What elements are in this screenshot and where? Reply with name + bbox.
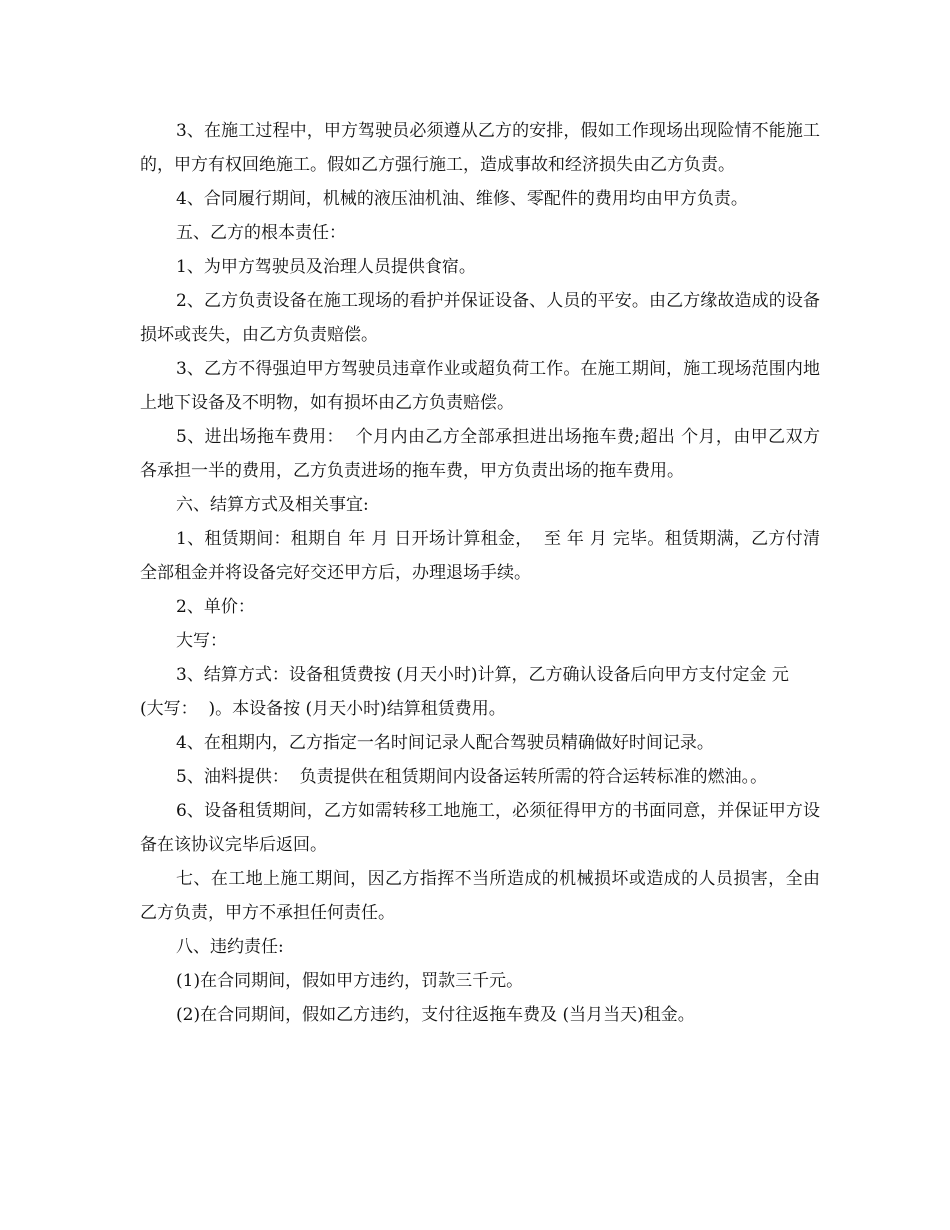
paragraph-9: 1、租赁期间：租期自 年 月 日开场计算租金， 至 年 月 完毕。租赁期满，乙方付清全部租金并将设备完好交还甲方后，办理退场手续。	[140, 529, 820, 583]
paragraph-11: 大写：	[176, 631, 227, 651]
section-heading-7: 七、在工地上施工期间，因乙方指挥不当所造成的机械损坏或造成的人员损害，全由乙方负责，甲方不承担任何责任。	[140, 869, 820, 923]
section-heading-5: 五、乙方的根本责任：	[176, 223, 346, 243]
paragraph-6: 3、乙方不得强迫甲方驾驶员违章作业或超负荷工作。在施工期间，施工现场范围内地上地下设备及不明物，如有损坏由乙方负责赔偿。	[140, 359, 820, 413]
document-body	[140, 114, 820, 1032]
paragraph-12: 3、结算方式：设备租赁费按 (月天小时)计算，乙方确认设备后向甲方支付定金 元	[176, 665, 789, 685]
paragraph-16: 6、设备租赁期间，乙方如需转移工地施工，必须征得甲方的书面同意，并保证甲方设备在该协议完毕后返回。	[140, 801, 820, 855]
paragraph-15: 5、油料提供： 负责提供在租赁期间内设备运转所需的符合运转标准的燃油。。	[176, 767, 768, 787]
paragraph-19: (1)在合同期间，假如甲方违约，罚款三千元。	[176, 971, 524, 991]
paragraph-10: 2、单价：	[176, 597, 255, 617]
paragraph-13: (大写： )。本设备按 (月天小时)结算租赁费用。	[140, 699, 506, 719]
paragraph-2: 4、合同履行期间，机械的液压油机油、维修、零配件的费用均由甲方负责。	[176, 189, 748, 209]
section-heading-8: 八、违约责任:	[176, 937, 284, 957]
paragraph-7: 5、进出场拖车费用： 个月内由乙方全部承担进出场拖车费;超出 个月，由甲乙双方各承担一半的费用，乙方负责进场的拖车费，甲方负责出场的拖车费用。	[140, 427, 820, 481]
paragraph-5: 2、乙方负责设备在施工现场的看护并保证设备、人员的平安。由乙方缘故造成的设备损坏或丧失，由乙方负责赔偿。	[140, 291, 820, 345]
paragraph-20: (2)在合同期间，假如乙方违约，支付往返拖车费及 (当月当天)租金。	[176, 1005, 695, 1025]
paragraph-1: 3、在施工过程中，甲方驾驶员必须遵从乙方的安排，假如工作现场出现险情不能施工的，甲方有权回绝施工。假如乙方强行施工，造成事故和经济损失由乙方负责。	[140, 121, 820, 175]
paragraph-14: 4、在租期内，乙方指定一名时间记录人配合驾驶员精确做好时间记录。	[176, 733, 714, 753]
section-heading-6: 六、结算方式及相关事宜:	[176, 495, 369, 515]
paragraph-4: 1、为甲方驾驶员及治理人员提供食宿。	[176, 257, 476, 277]
